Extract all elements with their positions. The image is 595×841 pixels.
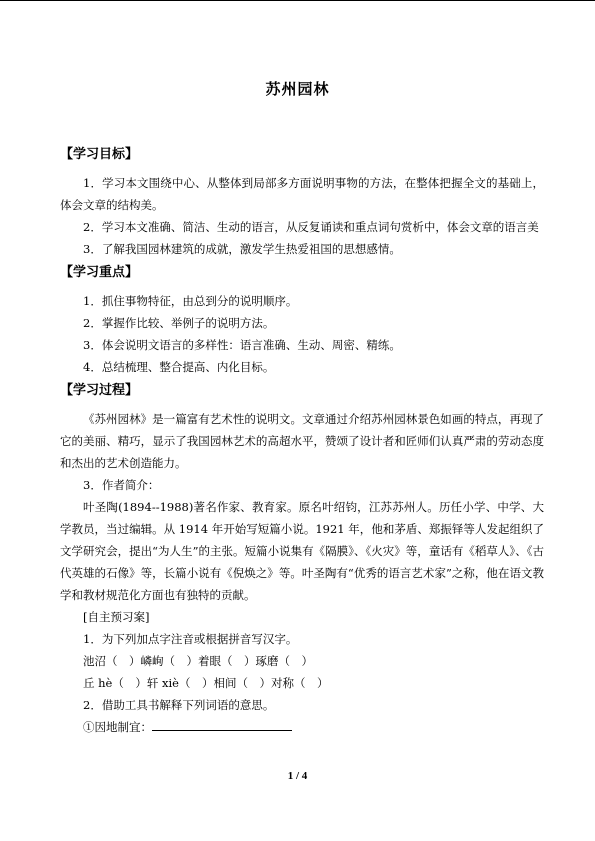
section-heading-goals: 【学习目标】 [60,147,139,162]
question-2-item-1 [60,716,544,738]
question-2-item-1-label: ①因地制宜： [83,720,152,734]
section-heading-focus: 【学习重点】 [60,265,139,280]
focus-item: 4．总结梳理、整合提高、内化目标。 [83,360,275,374]
top-rule [0,0,595,1]
goal-item: 3．了解我国园林建筑的成就，激发学生热爱祖国的思想感情。 [83,242,401,256]
question-2: 2．借助工具书解释下列词语的意思。 [83,698,275,712]
goal-item: 1．学习本文围绕中心、从整体到局部多方面说明事物的方法，在整体把握全文的基础上，体会文章的结构美。 [60,176,544,212]
question-1-row-2: 丘 hè（ ）轩 xiè（ ）相间（ ）对称（ ） [83,676,329,690]
focus-item: 3．体会说明文语言的多样性：语言准确、生动、周密、精练。 [83,338,401,352]
focus-item: 2．掌握作比较、举例子的说明方法。 [83,316,275,330]
preview-label: [自主预习案] [83,610,150,624]
process-intro: 《苏州园林》是一篇富有艺术性的说明文。文章通过介绍苏州园林景色如画的特点，再现了它的美丽、精巧，显示了我国园林艺术的高超水平，赞颂了设计者和匠师们认真严肃的劳动态度和杰出的艺术创造能力。 [60,412,544,470]
answer-blank [152,718,292,731]
author-label: 3．作者简介： [83,478,160,492]
page-number: 1 / 4 [287,770,308,782]
question-1: 1．为下列加点字注音或根据拼音写汉字。 [83,632,298,646]
document-body [60,142,544,738]
author-bio: 叶圣陶(1894--1988)著名作家、教育家。原名叶绍钧，江苏苏州人。历任小学、中学、大学教员，当过编辑。从 1914 年开始写短篇小说。1921 年，他和茅盾、郑振铎等人发起组织了文学研究会，提出“为人生”的主张。短篇小说集有《隔膜》、《火灾》等，童话有《稻草人》、《古代英雄的石像》等，长篇小说有《倪焕之》等。叶圣陶有“优秀的语言艺术家”之称，他在语文教学和教材规范化方面也有独特的贡献。 [60,500,544,602]
section-heading-process: 【学习过程】 [60,383,139,398]
question-1-row-1: 池沼（ ）嶙峋（ ）着眼（ ）琢磨（ ） [83,654,313,668]
goal-item: 2．学习本文准确、简洁、生动的语言，从反复诵读和重点词句赏析中，体会文章的语言美 [83,220,539,234]
focus-item: 1．抓住事物特征，由总到分的说明顺序。 [83,294,298,308]
page-title: 苏州园林 [265,80,330,98]
